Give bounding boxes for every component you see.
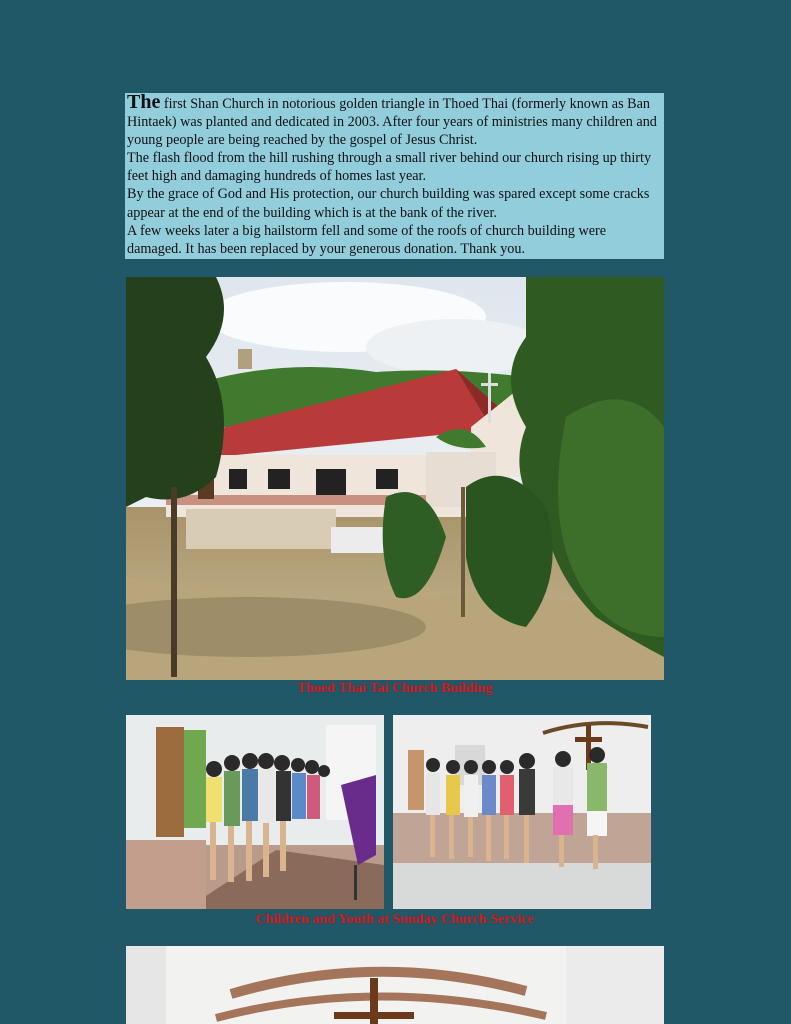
church-building-photo: [126, 277, 664, 680]
intro-paragraph-1: [127, 93, 662, 149]
intro-paragraph-4: A few weeks later a big hailstorm fell and some of the roofs of church building were damaged. It has been replaced by your generous donation. Thank you.: [127, 222, 607, 257]
children-choir-photo-right: [393, 715, 651, 909]
intro-first-word: The: [127, 93, 161, 113]
children-youth-caption: Children and Youth at Sunday Church Service: [255, 912, 535, 927]
intro-paragraph-3: By the grace of God and His protection, our church building was spared except some cracks appear at the end of the building which is at the bank of the river.: [127, 186, 650, 221]
church-building-caption: Thoed Thai Tai Church Building: [297, 681, 493, 696]
children-choir-photo-left: [126, 715, 384, 909]
intro-paragraph-1-text: first Shan Church in notorious golden triangle in Thoed Thai (formerly known as Ban Hintaek) was planted and dedicated in 2003. After four years of ministries many children and young people are being reached by the gospel of Jesus Christ.: [127, 96, 657, 149]
chapel-interior-photo: [126, 946, 664, 1024]
intro-paragraph-2: The flash flood from the hill rushing through a small river behind our church rising up thirty feet high and damaging hundreds of homes last year.: [127, 150, 652, 185]
intro-text-box: [125, 93, 664, 259]
